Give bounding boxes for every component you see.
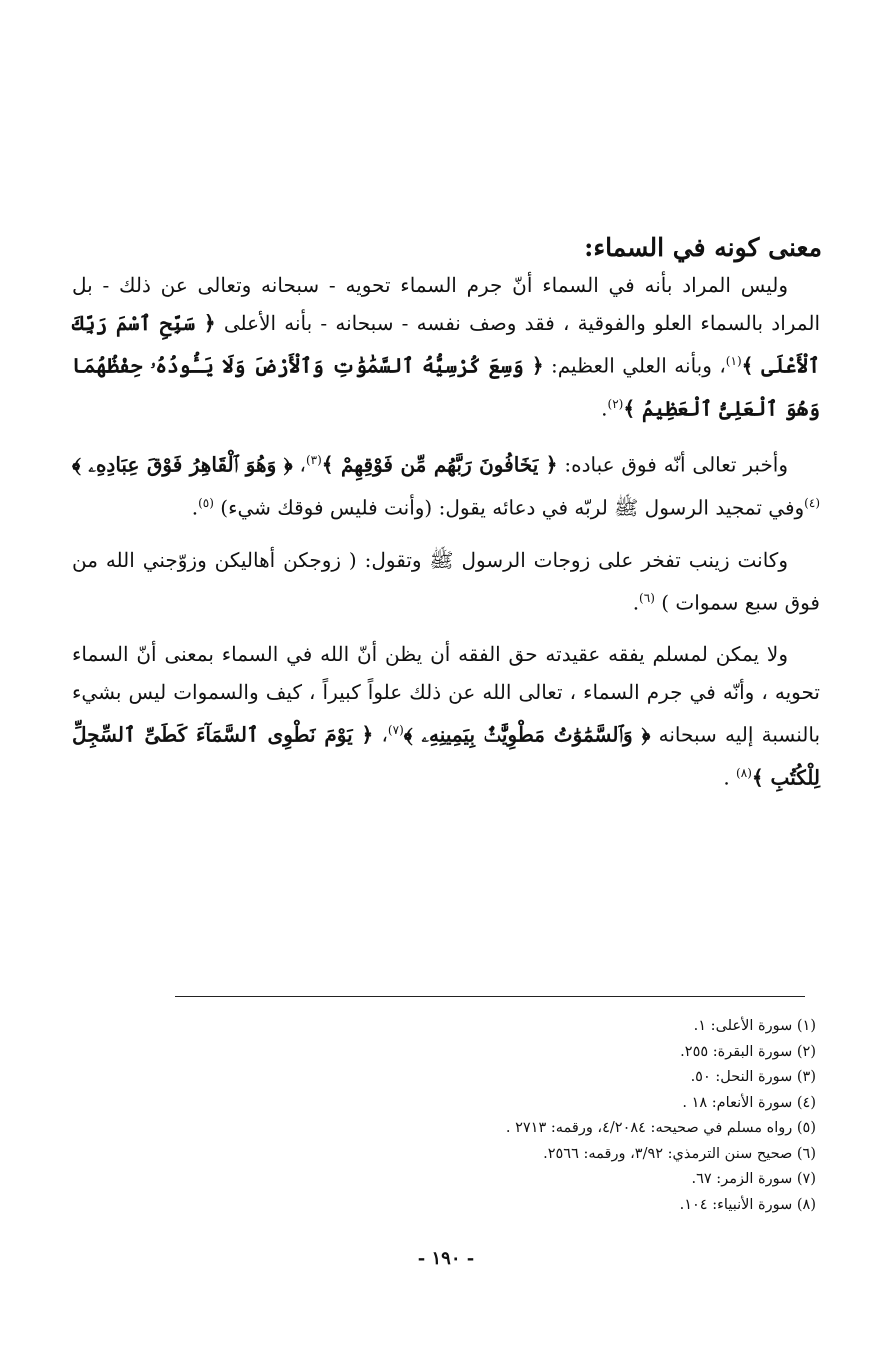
footnote-item: (٧) سورة الزمر: ٦٧. <box>691 1171 816 1187</box>
footnote-item: (٢) سورة البقرة: ٢٥٥. <box>680 1043 816 1060</box>
quran-verse: ﴿ يَوْمَ نَطْوِى ٱلسَّمَآءَ كَطَىِّ ٱلسِّجِلِّ لِلْكُتُبِ ﴾ <box>72 722 820 790</box>
paragraph-text: وفي تمجيد الرسول ﷺ لربّه في دعائه يقول: (وأنت فليس فوقك شيء) <box>213 495 805 520</box>
footnote-ref: (١) <box>725 354 742 368</box>
body-text <box>72 266 820 811</box>
paragraph-text: ، وبأنه العلي العظيم: <box>543 353 726 378</box>
footnote-divider <box>175 996 805 997</box>
paragraph-text: وليس المراد بأنه في السماء أنّ جرم السماء تحويه - سبحانه وتعالى عن ذلك - بل المراد بالسماء العلو والفوقية ، فقد وصف نفسه - سبحانه - بأنه الأعلى <box>72 273 821 335</box>
paragraph-text: وأخبر تعالى أنّه فوق عباده: <box>557 452 789 477</box>
footnote-item: (١) سورة الأعلى: ١. <box>693 1018 816 1034</box>
paragraph-text: . <box>723 765 737 790</box>
footnotes-list <box>296 1014 816 1218</box>
footnote-item: (٦) صحيح سنن الترمذي: ٣/٩٢، ورقمه: ٢٥٦٦. <box>543 1145 816 1162</box>
footnote-ref: (٧) <box>387 723 404 738</box>
footnote-ref: (٥) <box>198 495 214 510</box>
paragraph-text: . <box>632 590 640 615</box>
footnote-item: (٤) سورة الأنعام: ١٨ . <box>682 1094 816 1111</box>
paragraph <box>72 441 820 526</box>
paragraph <box>72 635 820 796</box>
footnote-item: (٣) سورة النحل: ٥٠. <box>690 1069 816 1085</box>
footnote-item: (٥) رواه مسلم في صحيحه: ٤/٢٠٨٤، ورقمه: ٢٧١٣ . <box>505 1120 816 1136</box>
paragraph-text: ، <box>373 722 388 747</box>
footnote-ref: (٨) <box>736 765 752 780</box>
paragraph-text: ، <box>292 452 306 477</box>
section-heading: معنى كونه في السماء: <box>584 233 822 262</box>
quran-verse: ﴿ وَهُوَ ٱلْقَاهِرُ فَوْقَ عِبَادِهِۦ ﴾ <box>72 452 293 477</box>
footnote-ref: (٢) <box>607 396 624 411</box>
footnote-ref: (٦) <box>639 590 655 605</box>
paragraph-text: وكانت زينب تفخر على زوجات الرسول ﷺ وتقول: ( زوجكن أهاليكن وزوّجني الله من فوق سبع سموات ) <box>72 547 820 615</box>
footnote-item: (٨) سورة الأنبياء: ١٠٤. <box>679 1196 816 1213</box>
paragraph-text: . <box>191 495 199 520</box>
footnote-ref: (٤) <box>804 495 820 510</box>
footnote-ref: (٣) <box>305 453 322 468</box>
page-number: - ١٩٠ - <box>417 1248 475 1269</box>
paragraph <box>72 266 820 427</box>
quran-verse: ﴿ وَسِعَ كُرْسِيُّهُ ٱلسَّمَٰوَٰتِ وَٱلْأَرْضَ وَلَا يَـُٔودُهُۥ حِفْظُهُمَا وَهُوَ ٱلْعَلِىُّ ٱلْعَظِيمُ ﴾ <box>72 353 820 421</box>
paragraph-text: ولا يمكن لمسلم يفقه عقيدته حق الفقه أن يظن أنّ الله في السماء بمعنى أنّ السماء تحويه ، وأنّه في جرم السماء ، تعالى الله عن ذلك علواً كبيراً ، كيف والسموات ليس بشيء بالنسبة إليه سبحانه <box>72 642 821 747</box>
quran-verse: ﴿ وَٱلسَّمَٰوَٰتُ مَطْوِيَّٰتٌۢ بِيَمِينِهِۦ ﴾ <box>403 722 651 747</box>
paragraph <box>72 541 820 622</box>
quran-verse: ﴿ سَبِّحِ ٱسْمَ رَبِّكَ ٱلْأَعْلَى ﴾ <box>72 311 820 378</box>
paragraph-text: . <box>601 396 608 421</box>
quran-verse: ﴿ يَخَافُونَ رَبَّهُم مِّن فَوْقِهِمْ ﴾ <box>321 452 558 477</box>
